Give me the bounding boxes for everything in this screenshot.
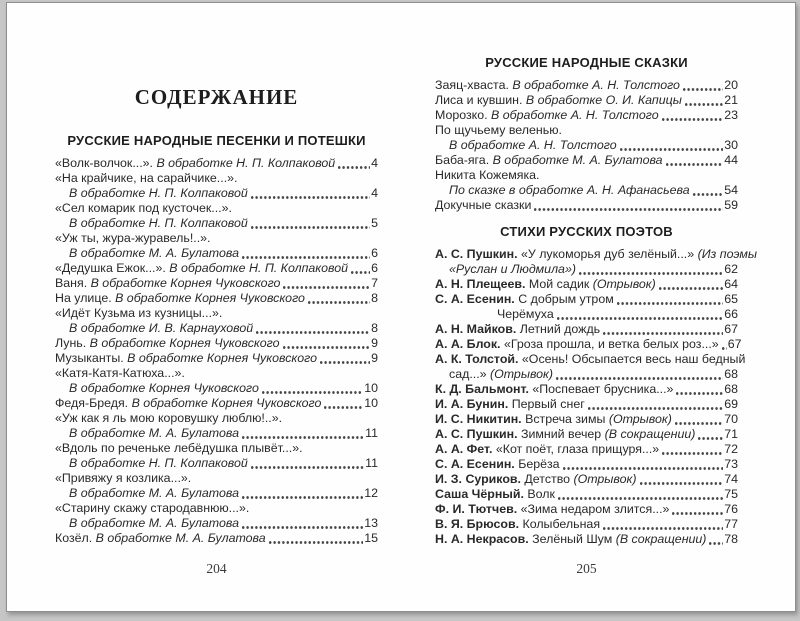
toc-entry-text: Саша Чёрный. Волк [435, 487, 555, 501]
toc-entry-text: Никита Кожемяка. [435, 168, 540, 182]
toc-entry-page-number: 11 [365, 426, 378, 440]
toc-entry-text: В обработке М. А. Булатова [69, 426, 239, 440]
toc-entry-text: «На крайчике, на сарайчике...». [55, 171, 238, 185]
toc-entry-page-number: 9 [371, 336, 378, 350]
dot-leader [269, 541, 364, 544]
toc-entry-line [55, 441, 378, 456]
toc-list-skazki [435, 78, 738, 213]
dot-leader [662, 118, 724, 121]
toc-entry-page-number: 44 [724, 153, 738, 167]
dot-leader [617, 302, 723, 305]
toc-entry-text: А. К. Толстой. «Осень! Обсыпается весь наш бедный [435, 352, 746, 366]
toc-entry-line [435, 262, 738, 277]
toc-entry-line [435, 502, 738, 517]
dot-leader [262, 391, 363, 394]
left-page-column [55, 85, 378, 546]
toc-entry-page-number: 20 [724, 78, 738, 92]
dot-leader [603, 527, 723, 530]
toc-entry-text: В обработке М. А. Булатова [69, 516, 239, 530]
toc-entry-page-number: 77 [724, 517, 738, 531]
dot-leader [603, 332, 723, 335]
toc-entry-line [435, 532, 738, 547]
toc-entry-text: И. С. Никитин. Встреча зимы (Отрывок) [435, 412, 672, 426]
toc-entry-text: А. А. Фет. «Кот поёт, глаза прищуря...» [435, 442, 660, 456]
toc-entry-text: сад...» (Отрывок) [449, 367, 554, 381]
toc-entry-line [55, 501, 378, 516]
toc-entry-page-number: 8 [371, 291, 378, 305]
toc-entry-text: В обработке Корнея Чуковского [69, 381, 259, 395]
toc-list-pesenki [55, 156, 378, 546]
toc-entry-text: В обработке И. В. Карнауховой [69, 321, 254, 335]
toc-entry-line [435, 93, 738, 108]
toc-entry-text: В. Я. Брюсов. Колыбельная [435, 517, 601, 531]
dot-leader [662, 452, 723, 455]
toc-entry-page-number: 71 [724, 427, 738, 441]
toc-entry-line [435, 108, 738, 123]
toc-entry-page-number: 4 [371, 186, 378, 200]
toc-entry-line [435, 412, 738, 427]
toc-entry-line [55, 426, 378, 441]
dot-leader [534, 208, 723, 211]
dot-leader [251, 466, 364, 469]
toc-entry-text: По щучьему веленью. [435, 123, 562, 137]
toc-entry-line [435, 277, 738, 292]
toc-entry-page-number: 11 [365, 456, 378, 470]
toc-entry-page-number: 65 [724, 292, 738, 306]
toc-entry-page-number: 4 [371, 156, 378, 170]
toc-entry-text: По сказке в обработке А. Н. Афанасьева [449, 183, 690, 197]
toc-entry-line [435, 198, 738, 213]
toc-entry-text: «Привяжу я козлика...». [55, 471, 192, 485]
toc-entry-page-number: 8 [371, 321, 378, 335]
toc-entry-line [55, 321, 378, 336]
dot-leader [698, 437, 723, 440]
toc-entry-text: «Катя-Катя-Катюха...». [55, 366, 185, 380]
toc-entry-text: Докучные сказки [435, 198, 532, 212]
toc-entry-line [435, 183, 738, 198]
toc-entry-line [55, 411, 378, 426]
toc-list-stihi [435, 247, 758, 547]
toc-entry-text: Ф. И. Тютчев. «Зима недаром злится...» [435, 502, 670, 516]
toc-entry-line [55, 516, 378, 531]
toc-entry-line [435, 352, 746, 367]
toc-entry-line [435, 168, 738, 183]
right-page-column [435, 55, 758, 547]
toc-entry-page-number: 67 [724, 322, 738, 336]
toc-entry-line [435, 153, 738, 168]
toc-entry-page-number: 68 [724, 367, 738, 381]
toc-entry-line [435, 138, 738, 153]
section-heading-skazki: РУССКИЕ НАРОДНЫЕ СКАЗКИ [485, 55, 688, 70]
toc-entry-line [55, 231, 378, 246]
toc-entry-line [55, 456, 378, 471]
toc-entry-line [435, 457, 738, 472]
toc-entry-text: «Сел комарик под кусточек...». [55, 201, 232, 215]
toc-entry-text: Козёл. В обработке М. А. Булатова [55, 531, 266, 545]
toc-entry-text: И. А. Бунин. Первый снег [435, 397, 585, 411]
dot-leader [242, 496, 363, 499]
dot-leader [579, 272, 723, 275]
section-heading-pesenki: РУССКИЕ НАРОДНЫЕ ПЕСЕНКИ И ПОТЕШКИ [67, 133, 366, 148]
toc-entry-line [55, 486, 378, 501]
toc-entry-line [55, 396, 378, 411]
toc-entry-text: В обработке Н. П. Колпаковой [69, 216, 248, 230]
toc-entry-page-number: 66 [724, 307, 738, 321]
dot-leader [558, 497, 723, 500]
toc-entry-line [435, 307, 738, 322]
toc-entry-text: И. З. Суриков. Детство (Отрывок) [435, 472, 637, 486]
toc-entry-page-number: 72 [724, 442, 738, 456]
toc-entry-page-number: 70 [724, 412, 738, 426]
toc-entry-text: «Уж ты, жура-журавель!..». [55, 231, 211, 245]
toc-entry-page-number: 62 [724, 262, 738, 276]
dot-leader [242, 526, 363, 529]
toc-entry-line [55, 531, 378, 546]
toc-entry-text: «Волк-волчок...». В обработке Н. П. Колпаковой [55, 156, 336, 170]
toc-entry-text: «Идёт Кузьма из кузницы...». [55, 306, 223, 320]
toc-entry-text: К. Д. Бальмонт. «Поспевает брусника...» [435, 382, 674, 396]
toc-entry-page-number: 68 [724, 382, 738, 396]
toc-entry-text: В обработке Н. П. Колпаковой [69, 456, 248, 470]
toc-entry-line [435, 322, 738, 337]
toc-entry-line [435, 397, 738, 412]
dot-leader [685, 103, 723, 106]
toc-entry-text: Баба-яга. В обработке М. А. Булатова [435, 153, 663, 167]
dot-leader [676, 392, 723, 395]
toc-entry-line [55, 471, 378, 486]
toc-entry-text: В обработке Н. П. Колпаковой [69, 186, 248, 200]
dot-leader [693, 193, 724, 196]
toc-entry-text: «Руслан и Людмила») [449, 262, 576, 276]
toc-entry-page-number: 7 [371, 276, 378, 290]
toc-entry-page-number: 12 [364, 486, 378, 500]
toc-entry-line [435, 123, 738, 138]
dot-leader [557, 317, 723, 320]
toc-entry-text: А. А. Блок. «Гроза прошла, и ветка белых роз...» [435, 337, 719, 351]
toc-entry-line [55, 216, 378, 231]
toc-entry-page-number: 67 [727, 337, 742, 351]
dot-leader [563, 467, 724, 470]
dot-leader [675, 422, 723, 425]
toc-entry-page-number: 9 [371, 351, 378, 365]
toc-entry-page-number: 21 [724, 93, 738, 107]
toc-entry-line [55, 171, 378, 186]
toc-entry-page-number: 69 [724, 397, 738, 411]
scanned-book-spread [6, 2, 796, 612]
dot-leader [242, 256, 370, 259]
toc-entry-page-number: 76 [724, 502, 738, 516]
dot-leader [588, 407, 723, 410]
toc-entry-page-number: 10 [364, 396, 378, 410]
toc-entry-text: В обработке М. А. Булатова [69, 246, 239, 260]
toc-entry-line [435, 78, 738, 93]
toc-entry-line [55, 246, 378, 261]
dot-leader [283, 346, 371, 349]
toc-entry-page-number: 59 [724, 198, 738, 212]
dot-leader [351, 271, 370, 274]
toc-entry-line [435, 367, 738, 382]
toc-entry-page-number: 15 [364, 531, 378, 545]
toc-entry-page-number: 6 [371, 261, 378, 275]
dot-leader [251, 196, 370, 199]
contents-title: СОДЕРЖАНИЕ [134, 85, 299, 109]
toc-entry-line [55, 381, 378, 396]
toc-entry-page-number: 54 [724, 183, 738, 197]
toc-entry-line [55, 336, 378, 351]
toc-entry-line [435, 427, 738, 442]
toc-entry-text: С. А. Есенин. Берёза [435, 457, 560, 471]
toc-entry-text: Ваня. В обработке Корнея Чуковского [55, 276, 281, 290]
toc-entry-text: А. Н. Плещеев. Мой садик (Отрывок) [435, 277, 656, 291]
toc-entry-text: В обработке А. Н. Толстого [449, 138, 617, 152]
page-number-left: 204 [206, 561, 227, 576]
toc-entry-text: «Старину скажу стародавнюю...». [55, 501, 250, 515]
toc-entry-text: А. Н. Майков. Летний дождь [435, 322, 601, 336]
toc-entry-text: С. А. Есенин. С добрым утром [435, 292, 614, 306]
dot-leader [251, 226, 370, 229]
toc-entry-text: В обработке М. А. Булатова [69, 486, 239, 500]
toc-entry-page-number: 5 [371, 216, 378, 230]
toc-entry-text: «Дедушка Ежок...». В обработке Н. П. Колпаковой [55, 261, 349, 275]
toc-entry-page-number: 64 [724, 277, 738, 291]
toc-entry-page-number: 6 [371, 246, 378, 260]
section-heading-stihi: СТИХИ РУССКИХ ПОЭТОВ [500, 224, 673, 239]
toc-entry-page-number: 73 [724, 457, 738, 471]
toc-entry-line [55, 351, 378, 366]
toc-entry-text: А. С. Пушкин. Зимний вечер (В сокращении) [435, 427, 696, 441]
toc-entry-line [435, 337, 742, 352]
toc-entry-line [55, 261, 378, 276]
dot-leader [722, 347, 727, 350]
dot-leader [683, 88, 723, 91]
toc-entry-line [435, 442, 738, 457]
dot-leader [672, 512, 723, 515]
toc-entry-line [55, 201, 378, 216]
dot-leader [640, 482, 724, 485]
toc-entry-page-number: 10 [364, 381, 378, 395]
toc-entry-page-number: 13 [364, 516, 378, 530]
dot-leader [324, 406, 363, 409]
toc-entry-page-number: 75 [724, 487, 738, 501]
toc-entry-line [435, 472, 738, 487]
dot-leader [308, 301, 370, 304]
toc-entry-line [435, 487, 738, 502]
toc-entry-text: А. С. Пушкин. «У лукоморья дуб зелёный...» (Из поэмы [435, 247, 758, 261]
toc-entry-line [55, 291, 378, 306]
dot-leader [283, 286, 370, 289]
toc-entry-line [435, 382, 738, 397]
toc-entry-page-number: 30 [724, 138, 738, 152]
toc-entry-text: Федя-Бредя. В обработке Корнея Чуковского [55, 396, 322, 410]
toc-entry-line [55, 306, 378, 321]
dot-leader [256, 331, 370, 334]
dot-leader [556, 377, 723, 380]
dot-leader [666, 163, 724, 166]
dot-leader [242, 436, 364, 439]
page-number-right: 205 [576, 561, 597, 576]
toc-entry-line [55, 366, 378, 381]
toc-entry-text: Черёмуха [497, 307, 554, 321]
toc-entry-page-number: 78 [724, 532, 738, 546]
toc-entry-line [55, 276, 378, 291]
toc-entry-line [435, 292, 738, 307]
toc-entry-text: Лунь. В обработке Корнея Чуковского [55, 336, 280, 350]
toc-entry-text: На улице. В обработке Корнея Чуковского [55, 291, 305, 305]
toc-entry-text: «Уж как я ль мою коровушку люблю!..». [55, 411, 283, 425]
toc-entry-line [435, 517, 738, 532]
toc-entry-line [55, 186, 378, 201]
toc-entry-text: Заяц-хваста. В обработке А. Н. Толстого [435, 78, 680, 92]
toc-entry-line [435, 247, 758, 262]
dot-leader [709, 542, 723, 545]
toc-entry-text: Морозко. В обработке А. Н. Толстого [435, 108, 659, 122]
toc-entry-text: «Вдоль по реченьке лебёдушка плывёт...». [55, 441, 303, 455]
dot-leader [659, 287, 723, 290]
toc-entry-text: Лиса и кувшин. В обработке О. И. Капицы [435, 93, 682, 107]
toc-entry-page-number: 74 [724, 472, 738, 486]
toc-entry-text: Н. А. Некрасов. Зелёный Шум (В сокращении) [435, 532, 707, 546]
toc-entry-line [55, 156, 378, 171]
toc-entry-page-number: 23 [724, 108, 738, 122]
dot-leader [338, 166, 370, 169]
dot-leader [620, 148, 724, 151]
dot-leader [320, 361, 370, 364]
toc-entry-text: Музыканты. В обработке Корнея Чуковского [55, 351, 317, 365]
